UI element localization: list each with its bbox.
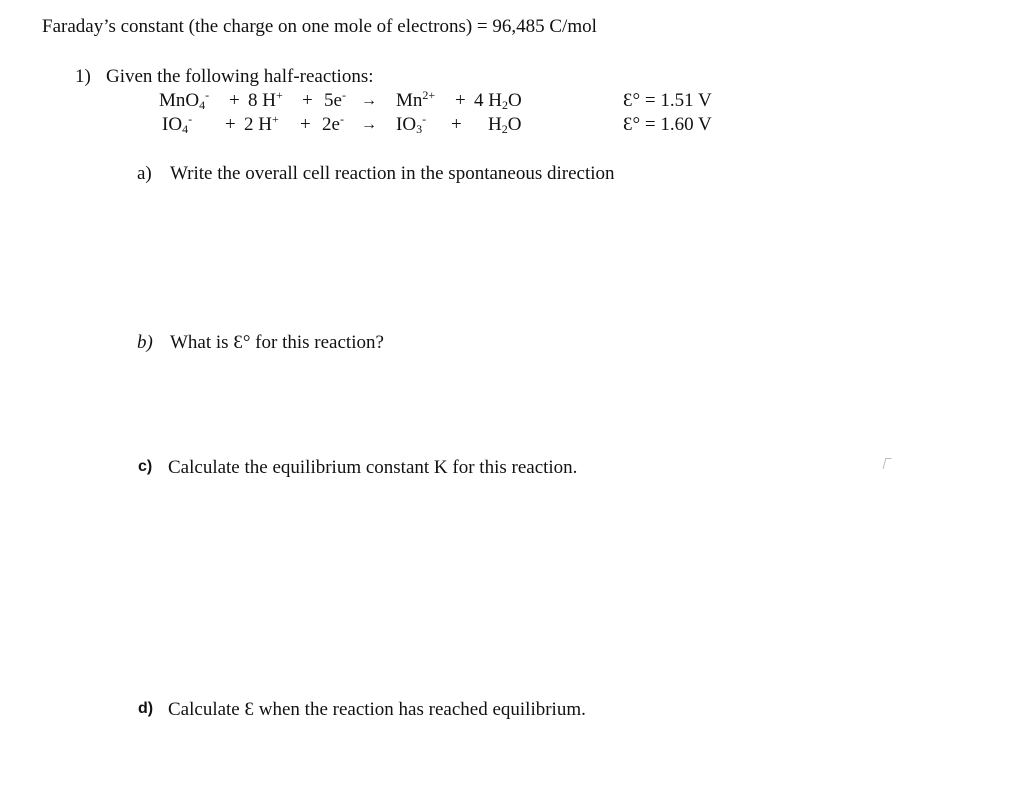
part-c-label: c) <box>138 458 153 475</box>
part-a-text: Write the overall cell reaction in the spontaneous direction <box>170 163 615 184</box>
half-reaction-2-arrow: → <box>361 116 377 133</box>
half-reaction-2-plus-1: + <box>225 114 236 135</box>
half-reaction-1-product-2: 4 $H_2O$ <box>474 90 522 112</box>
half-reaction-1-plus-3: + <box>455 90 466 111</box>
part-c-text: Calculate the equilibrium constant K for this reaction. <box>168 457 578 478</box>
half-reaction-1-plus-2: + <box>302 90 313 111</box>
half-reaction-1-reactant-2: 8 H+ <box>248 88 283 111</box>
half-reaction-1-plus-1: + <box>229 90 240 111</box>
part-d-text: Calculate Ɛ when the reaction has reached equilibrium. <box>168 699 586 720</box>
part-b-text: What is Ɛ° for this reaction? <box>170 332 384 353</box>
half-reaction-2-plus-3: + <box>451 114 462 135</box>
half-reaction-1-potential: Ɛ° = 1.51 V <box>623 90 712 111</box>
question-intro: Given the following half-reactions: <box>106 66 374 87</box>
stray-mark <box>883 458 892 469</box>
half-reaction-2-reactant-1: $IO_4^-$ <box>162 112 193 136</box>
half-reaction-1-reactant-1: MnO$_4$- <box>159 88 210 112</box>
half-reaction-1-electrons: 5e- <box>324 88 346 111</box>
faraday-constant-line: Faraday’s constant (the charge on one mole of electrons) = 96,485 C/mol <box>42 16 597 37</box>
half-reaction-1-arrow: → <box>361 92 377 109</box>
half-reaction-1 <box>0 90 1024 114</box>
half-reaction-2-reactant-2: 2 H+ <box>244 112 279 135</box>
half-reaction-2 <box>0 114 1024 138</box>
question-number: 1) <box>75 66 91 87</box>
half-reaction-2-potential: Ɛ° = 1.60 V <box>623 114 712 135</box>
part-a-label: a) <box>137 163 152 184</box>
part-b-label: b) <box>137 332 153 353</box>
half-reaction-2-plus-2: + <box>300 114 311 135</box>
half-reaction-2-product-2: $H_2O$ <box>488 114 522 136</box>
half-reaction-2-product-1: $IO_3^-$ <box>396 112 427 136</box>
half-reaction-1-product-1: $Mn^{2+}$ <box>396 88 436 111</box>
half-reaction-2-electrons: 2e- <box>322 112 344 135</box>
part-d-label: d) <box>138 700 154 717</box>
